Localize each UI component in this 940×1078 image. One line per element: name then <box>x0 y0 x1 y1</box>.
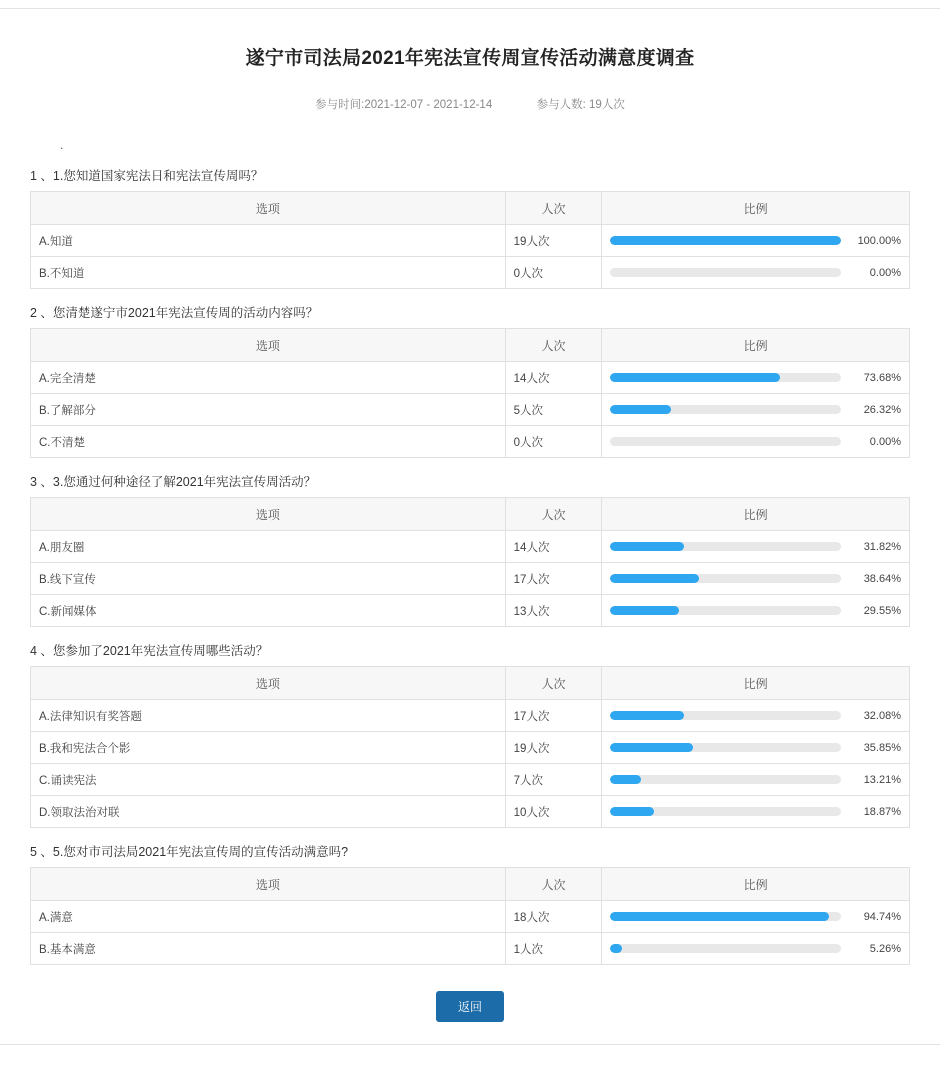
option-ratio-cell <box>602 764 910 796</box>
table-row <box>31 362 910 394</box>
option-count: 13人次 <box>505 595 602 627</box>
ratio-bar-fill <box>610 373 780 382</box>
option-count: 14人次 <box>505 531 602 563</box>
option-label: A.满意 <box>31 901 506 933</box>
option-count: 1人次 <box>505 933 602 965</box>
option-ratio-cell <box>602 933 910 965</box>
column-header-option: 选项 <box>31 868 506 901</box>
ratio-percent-label: 100.00% <box>857 234 901 247</box>
option-ratio-cell <box>602 563 910 595</box>
ratio-bar <box>610 806 901 818</box>
option-label: A.知道 <box>31 225 506 257</box>
ratio-bar-track <box>610 542 841 551</box>
table-row <box>31 700 910 732</box>
option-ratio-cell <box>602 394 910 426</box>
ratio-bar-fill <box>610 944 622 953</box>
table-header-row <box>31 498 910 531</box>
option-ratio-cell <box>602 595 910 627</box>
ratio-bar <box>610 573 901 585</box>
ratio-bar <box>610 943 901 955</box>
ratio-percent-label: 32.08% <box>863 709 901 722</box>
ratio-percent-label: 18.87% <box>863 805 901 818</box>
option-label: D.领取法治对联 <box>31 796 506 828</box>
bottom-divider <box>0 1044 940 1045</box>
question-title: 1 、1.您知道国家宪法日和宪法宣传周吗？ <box>30 169 264 183</box>
table-row <box>31 257 910 289</box>
ratio-percent-label: 13.21% <box>863 773 901 786</box>
ratio-bar <box>610 605 901 617</box>
ratio-bar-track <box>610 268 841 277</box>
question-title: 3 、3.您通过何种途径了解2021年宪法宣传周活动？ <box>30 475 317 489</box>
ratio-percent-label: 35.85% <box>863 741 901 754</box>
option-ratio-cell <box>602 426 910 458</box>
table-header-row <box>31 868 910 901</box>
column-header-count: 人次 <box>505 192 602 225</box>
table-row <box>31 531 910 563</box>
page-title: 遂宁市司法局2021年宪法宣传周宣传活动满意度调查 <box>245 48 695 69</box>
column-header-ratio: 比例 <box>602 667 910 700</box>
top-divider <box>0 8 940 9</box>
ratio-bar-track <box>610 437 841 446</box>
ratio-bar-fill <box>610 807 654 816</box>
option-count: 18人次 <box>505 901 602 933</box>
table-row <box>31 901 910 933</box>
ratio-percent-label: 38.64% <box>863 572 901 585</box>
question-title: 2 、您清楚遂宁市2021年宪法宣传周的活动内容吗？ <box>30 306 319 320</box>
option-label: C.新闻媒体 <box>31 595 506 627</box>
ratio-bar-fill <box>610 405 671 414</box>
column-header-option: 选项 <box>31 329 506 362</box>
ratio-bar <box>610 742 901 754</box>
survey-results-page <box>0 8 940 1045</box>
ratio-bar-track <box>610 373 841 382</box>
results-table <box>30 867 910 965</box>
ratio-percent-label: 0.00% <box>869 266 901 279</box>
table-header-row <box>31 667 910 700</box>
ratio-bar <box>610 436 901 448</box>
ratio-bar-track <box>610 775 841 784</box>
results-table <box>30 328 910 458</box>
table-row <box>31 595 910 627</box>
ratio-percent-label: 5.26% <box>869 942 901 955</box>
ratio-percent-label: 73.68% <box>863 371 901 384</box>
option-ratio-cell <box>602 257 910 289</box>
option-ratio-cell <box>602 732 910 764</box>
ratio-bar-fill <box>610 775 640 784</box>
table-row <box>31 426 910 458</box>
results-table <box>30 666 910 828</box>
ratio-bar-fill <box>610 574 699 583</box>
ratio-bar-fill <box>610 542 683 551</box>
question-block <box>30 472 910 627</box>
table-row <box>31 796 910 828</box>
ratio-bar-fill <box>610 912 829 921</box>
ratio-bar-fill <box>610 711 684 720</box>
option-count: 10人次 <box>505 796 602 828</box>
ratio-bar <box>610 267 901 279</box>
column-header-count: 人次 <box>505 329 602 362</box>
option-ratio-cell <box>602 362 910 394</box>
ratio-bar-track <box>610 236 841 245</box>
option-count: 7人次 <box>505 764 602 796</box>
option-count: 0人次 <box>505 257 602 289</box>
ratio-bar-track <box>610 574 841 583</box>
back-button[interactable]: 返回 <box>436 991 504 1022</box>
column-header-option: 选项 <box>31 498 506 531</box>
questions-container <box>0 166 940 965</box>
option-ratio-cell <box>602 225 910 257</box>
column-header-count: 人次 <box>505 868 602 901</box>
table-header-row <box>31 192 910 225</box>
column-header-ratio: 比例 <box>602 192 910 225</box>
ratio-percent-label: 31.82% <box>863 540 901 553</box>
participant-count: 参与人数: 19人次 <box>536 99 625 111</box>
option-ratio-cell <box>602 901 910 933</box>
ratio-bar <box>610 372 901 384</box>
ratio-percent-label: 94.74% <box>863 910 901 923</box>
column-header-ratio: 比例 <box>602 868 910 901</box>
option-label: B.我和宪法合个影 <box>31 732 506 764</box>
question-title: 5 、5.您对市司法局2021年宪法宣传周的宣传活动满意吗? <box>30 845 349 859</box>
ratio-percent-label: 26.32% <box>863 403 901 416</box>
option-ratio-cell <box>602 796 910 828</box>
column-header-option: 选项 <box>31 192 506 225</box>
ratio-bar-fill <box>610 606 678 615</box>
table-row <box>31 764 910 796</box>
option-label: B.了解部分 <box>31 394 506 426</box>
survey-meta <box>0 96 940 112</box>
ratio-bar <box>610 404 901 416</box>
ratio-bar-track <box>610 912 841 921</box>
table-row <box>31 225 910 257</box>
option-label: B.基本满意 <box>31 933 506 965</box>
question-block <box>30 166 910 289</box>
question-block <box>30 303 910 458</box>
column-header-count: 人次 <box>505 667 602 700</box>
option-label: A.法律知识有奖答题 <box>31 700 506 732</box>
option-count: 5人次 <box>505 394 602 426</box>
ratio-percent-label: 29.55% <box>863 604 901 617</box>
option-ratio-cell <box>602 700 910 732</box>
column-header-count: 人次 <box>505 498 602 531</box>
note-dot: . <box>60 138 64 152</box>
table-header-row <box>31 329 910 362</box>
option-label: C.诵读宪法 <box>31 764 506 796</box>
option-count: 19人次 <box>505 732 602 764</box>
ratio-bar-track <box>610 405 841 414</box>
option-label: A.完全清楚 <box>31 362 506 394</box>
option-label: B.线下宣传 <box>31 563 506 595</box>
option-count: 14人次 <box>505 362 602 394</box>
table-row <box>31 732 910 764</box>
table-row <box>31 394 910 426</box>
question-block <box>30 842 910 965</box>
participation-time: 参与时间:2021-12-07 - 2021-12-14 <box>315 99 493 111</box>
ratio-bar-track <box>610 743 841 752</box>
option-count: 17人次 <box>505 563 602 595</box>
ratio-bar <box>610 541 901 553</box>
ratio-bar-track <box>610 606 841 615</box>
column-header-option: 选项 <box>31 667 506 700</box>
option-ratio-cell <box>602 531 910 563</box>
ratio-bar-track <box>610 807 841 816</box>
ratio-bar <box>610 235 901 247</box>
ratio-bar <box>610 710 901 722</box>
option-label: B.不知道 <box>31 257 506 289</box>
column-header-ratio: 比例 <box>602 329 910 362</box>
table-row <box>31 563 910 595</box>
ratio-bar-track <box>610 944 841 953</box>
question-title: 4 、您参加了2021年宪法宣传周哪些活动？ <box>30 644 269 658</box>
ratio-bar-track <box>610 711 841 720</box>
column-header-ratio: 比例 <box>602 498 910 531</box>
footer-actions <box>0 991 940 1022</box>
option-count: 0人次 <box>505 426 602 458</box>
option-label: C.不清楚 <box>31 426 506 458</box>
ratio-bar <box>610 911 901 923</box>
results-table <box>30 191 910 289</box>
option-count: 19人次 <box>505 225 602 257</box>
option-count: 17人次 <box>505 700 602 732</box>
ratio-bar-fill <box>610 743 693 752</box>
ratio-bar-fill <box>610 236 841 245</box>
option-label: A.朋友圈 <box>31 531 506 563</box>
results-table <box>30 497 910 627</box>
question-block <box>30 641 910 828</box>
ratio-percent-label: 0.00% <box>869 435 901 448</box>
table-row <box>31 933 910 965</box>
ratio-bar <box>610 774 901 786</box>
